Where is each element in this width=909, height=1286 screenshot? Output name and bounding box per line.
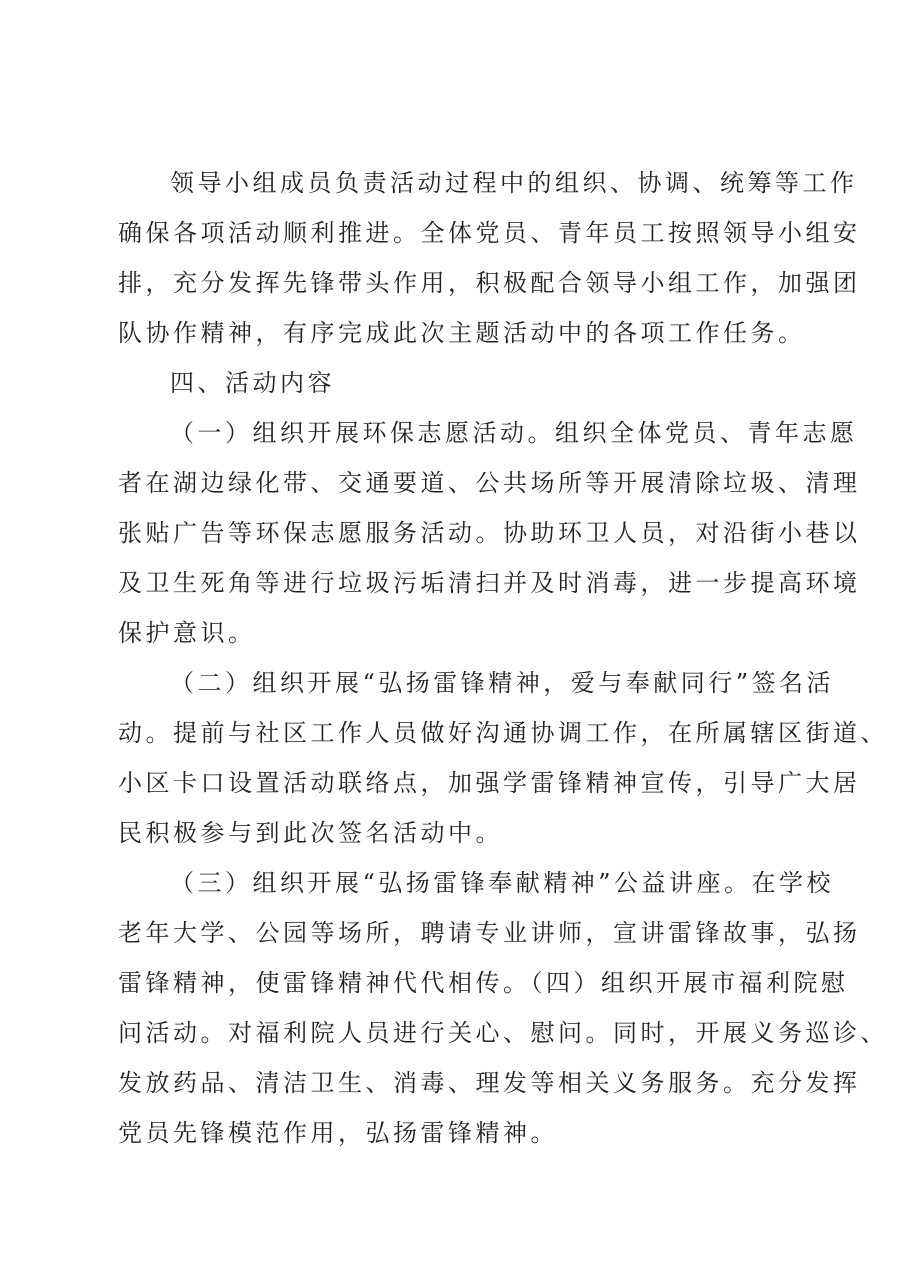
- text-line: 保护意识。: [118, 619, 256, 647]
- text-line: 及卫生死角等进行垃圾污垢清扫并及时消毒，进一步提高环境: [118, 569, 861, 597]
- text-line: 民积极参与到此次签名活动中。: [118, 819, 503, 847]
- text-line: 张贴广告等环保志愿服务活动。协助环卫人员，对沿街小巷以: [118, 519, 861, 547]
- text-line: （二）组织开展“弘扬雷锋精神，爱与奉献同行”签名活: [170, 669, 835, 697]
- text-line: 党员先锋模范作用，弘扬雷锋精神。: [118, 1119, 558, 1147]
- text-line: （一）组织开展环保志愿活动。组织全体党员、青年志愿: [170, 419, 858, 447]
- text-line: 老年大学、公园等场所，聘请专业讲师，宣讲雷锋故事，弘扬: [118, 919, 861, 947]
- text-line: （三）组织开展“弘扬雷锋奉献精神”公益讲座。在学校: [170, 869, 835, 897]
- text-line: 排，充分发挥先锋带头作用，积极配合领导小组工作，加强团: [118, 269, 861, 297]
- text-line: 动。提前与社区工作人员做好沟通协调工作，在所属辖区街道、: [118, 719, 888, 747]
- text-line: 领导小组成员负责活动过程中的组织、协调、统筹等工作: [170, 169, 858, 197]
- text-line: 确保各项活动顺利推进。全体党员、青年员工按照领导小组安: [118, 219, 861, 247]
- section-heading: 四、活动内容: [170, 369, 335, 397]
- text-line: 问活动。对福利院人员进行关心、慰问。同时，开展义务巡诊、: [118, 1019, 888, 1047]
- text-line: 发放药品、清洁卫生、消毒、理发等相关义务服务。充分发挥: [118, 1069, 861, 1097]
- text-line: 雷锋精神，使雷锋精神代代相传。（四）组织开展市福利院慰: [118, 969, 849, 997]
- text-line: 者在湖边绿化带、交通要道、公共场所等开展清除垃圾、清理: [118, 469, 861, 497]
- text-line: 队协作精神，有序完成此次主题活动中的各项工作任务。: [118, 319, 806, 347]
- text-line: 小区卡口设置活动联络点，加强学雷锋精神宣传，引导广大居: [118, 769, 861, 797]
